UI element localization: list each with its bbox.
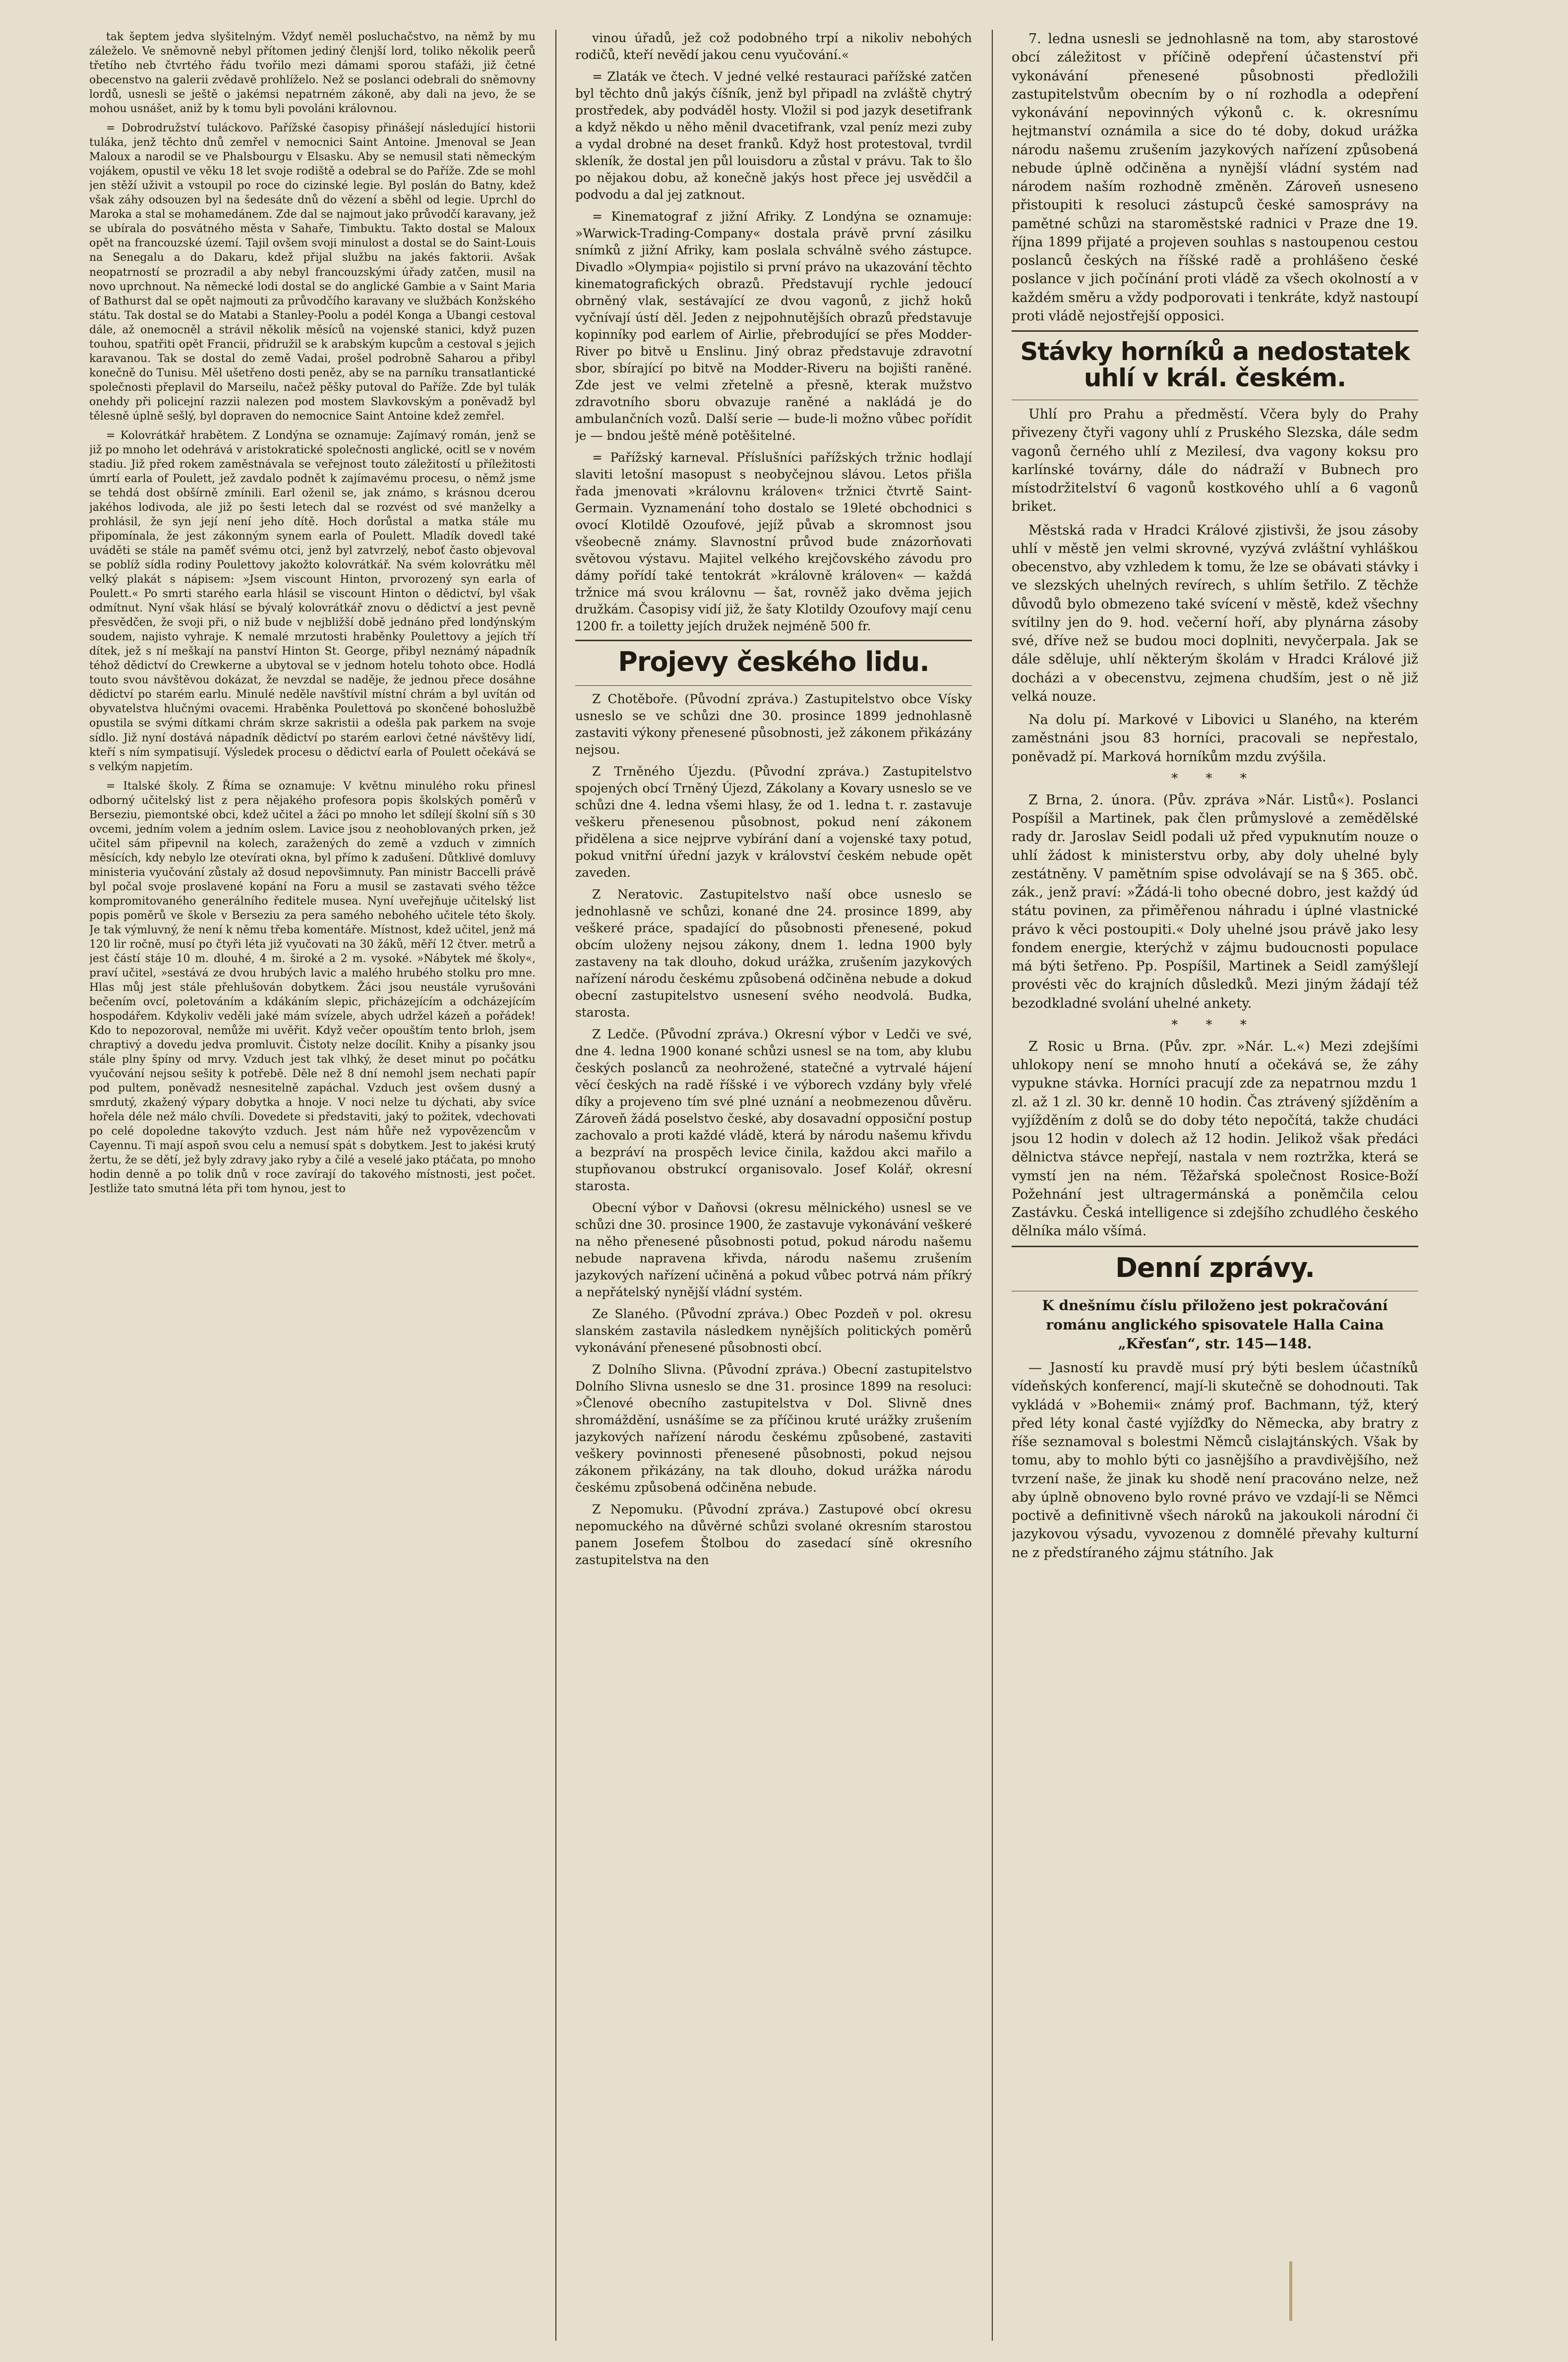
paragraph: Na dolu pí. Markové v Libovici u Slaného, na kterém zaměstnáni jsou 83 horníci, pracovali se nepřestalo, poněvadž pí. Marková horníkům mzdu zvýšila. xyxy=(1012,712,1418,765)
paragraph: = Kolovrátkář hrabětem. Z Londýna se oznamuje: Zajímavý román, jenž se již po mnoho let odehrává v aristokratické společnosti anglické, ocitl se v novém stadiu. Již před rokem zaměstnávala se veřejnost touto záležitostí u příležitosti úmrtí earla of Poulett, jež zavdalo podnět k zajímavému procesu, o němž jsme se tehdá dost obšírně zmínili. Earl oženil se, jak známo, s krásnou dcerou jakéhos lodivoda, ale již po šesti letech dal se rozvést od své manželky a prohlásil, že syn její není jeho dítě. Hoch dorůstal a matka stále mu připomínala, že jest zákonným synem earla of Poulett. Mladík dovedl také uváděti se stále na paměť svému otci, jenž byl zatvrzelý, neboť často objevoval se poblíž sídla rodiny Poulettovy jakožto kolovrátkář. Na svém kolovrátku měl velký plakát s nápisem: »Jsem viscount Hinton, prvorozený syn earla of Poulett.« Po smrti starého earla hlásil se viscount Hinton o dědictví, byl však odmítnut. Nyní však hlásí se bývalý kolovrátkář znovu o dědictví a jest pevně přesvědčen, že svoji při, o niž bude v nejbližší době jednáno před londýnským soudem, najisto vyhraje. K nemalé mrzutosti hraběnky Poulettovy a jejích tří dítek, jež s ní meškají na panství Hinton St. George, přibyl neznámý nápadník téhož dědictví do Crewkerne a ubytoval se v jednom hotelu tohoto obce. Hodlá touto svou návštěvou dokázat, že nevzdal se naděje, že jednou přece dosáhne dědictví po starém earlu. Minulé neděle navštívil místní chrám a byl uvítán od obyvatelstva hlučnými ovacemi. Hraběnka Poulettová po skončené bohoslužbě opustila se svými dítkami chrám skrze sakristii a odešla pak parkem na svoje sídlo. Již nyní dostává nápadník dědictví po starém earlovi četné návštěvy lidí, kteří s ním sympatisují. Výsledek procesu o dědictví earla of Poulett očekává se s velkým napjetím. xyxy=(89,429,536,773)
paragraph: Uhlí pro Prahu a předměstí. Včera byly do Prahy přivezeny čtyři vagony uhlí z Pruského Slezska, dále sedm vagonů černého uhlí z Mezilesí, dva vagony koksu pro karlínské továrny, dále do nádraží v Bubnech pro místodržitelství 6 vagonů kostkového uhlí a 6 vagonů briket. xyxy=(1012,407,1418,515)
paragraph: = Zlaták ve čtech. V jedné velké restauraci pařížské zatčen byl těchto dnů jakýs číšník, jenž byl připadl na zvláště chytrý prostředek, aby podváděl hosty. Vložil si pod jazyk desetifrank a když někdo u něho měnil dvacetifrank, vzal peníz mezi zuby a vydal drobné na deset franků. Když host protestoval, tvrdil skleník, že dostal jen půl louisdoru a zůstal v právu. Tak to šlo po nějakou dobu, až konečně jakýs host přece jej usvědčil a podvodu a dal jej zatknout. xyxy=(575,69,972,202)
column-rule xyxy=(555,30,556,2341)
paragraph: Z Brna, 2. února. (Pův. zpráva »Nár. Listů«). Poslanci Pospíšil a Martinek, pak člen průmyslové a zemědělské rady dr. Jaroslav Seidl podali už před vypuknutím nouze o uhlí žádost k ministerstvu orby, aby doly uhelné byly zestátněny. V pamětním spise odvolávají se na § 365. obč. zák., jenž praví: »Žádá-li toho obecné dobro, jest každý úd státu povinen, za přiměřenou náhradu i úplné vlastnické právo k věci postoupiti.« Doly uhelné jsou právě jako lesy fondem energie, kterýchž v zájmu budoucnosti populace má býti šetřeno. Pp. Pospíšil, Martinek a Seidl zamýšlejí provésti věc do krajních důsledků. Mezi jiným žádají též bezodkladné svolání uhelné ankety. xyxy=(1012,792,1418,1011)
section-rule xyxy=(575,640,972,641)
column-rule xyxy=(992,30,993,2341)
paragraph: Z Neratovic. Zastupitelstvo naší obce usneslo se jednohlasně ve schůzi, konané dne 24. prosince 1899, aby veškeré práce, spadající do působnosti přenesené, pokud obcím uloženy nejsou zákony, dnem 1. ledna 1900 byly zastaveny na tak dlouho, dokud urážka, zrušením jazykových nařízení národu českému způsobená odčiněna nebude a dokud obecní zastupitelstvo usnesení svého neodvolá. Budka, starosta. xyxy=(575,887,972,1020)
paragraph: 7. ledna usnesli se jednohlasně na tom, aby starostové obcí záležitost v příčině odepření účastenství při vykonávání přenesené působnosti předložili zastupitelstvům obecním by o ní rozhodla a odepření vykonávání nepovinných výkonů c. k. okresnímu hejtmanství oznámila a sice do té doby, dokud urážka národu našemu zrušením jazykových nařízení způsobená nebude úplně odčiněna a nynější vládní systém nad národem naším rozhodně změněn. Zároveň usneseno přistoupiti k resoluci zástupců české samosprávy na pamětné schůzi na staroměstské radnici v Praze dne 19. října 1899 přijaté a projeven souhlas s nastoupenou cestou poslanců českých na říšské radě a prohlášeno české poslance v jich počínání proti vládě za všech okolností a v každém směru a vždy podporovati i tenkráte, když nastoupí proti vládě nejostřejší opposici. xyxy=(1012,31,1418,324)
section-headline: Stávky horníků a nedostatek uhlí v král. českém. xyxy=(1020,337,1410,392)
paragraph: Městská rada v Hradci Králové zjistivši, že jsou zásoby uhlí v městě jen velmi skrovné, vyzývá zvláštní vyhláškou obecenstvo, aby vzhledem k tomu, že lze se obávati stávky i ve slezských uhelných revírech, s uhlím šetřilo. Z těchže důvodů bylo obmezeno také svícení v městě, kdež všechny svítilny jen do 9. hod. večerní hoří, aby plynárna zásoby své, dříve než se budou moci doplniti, nevyčerpala. Jak se dále sděluje, uhlí některým školám v Hradci Králové již docházi a v obecenstvu, zejmena chudším, jest o ně již velká nouze. xyxy=(1012,522,1418,704)
section-rule xyxy=(1012,330,1418,332)
paragraph: = Dobrodružství tuláckovo. Pařížské časopisy přinášejí následující historii tuláka, jenž těchto dnů zemřel v nemocnici Saint Antoine. Jmenoval se Jean Maloux a narodil se ve Phalsbourgu v Elsasku. Aby se nemusil stati německým vojákem, opustil ve věku 18 let svoje rodiště a odebral se do Paříže. Zde se mohl jen stěží uživit a vstoupil po roce do cizinské legie. Byl poslán do Batny, kdež však záhy odsouzen byl na šedesáte dnů do vězení a sběhl od legie. Uprchl do Maroka a stal se mohamedánem. Zde dal se najmout jako průvodčí karavany, jež se ubírala do posvátného města v Sahaře, Timbuktu. Takto dostal se Maloux opět na francouzské území. Tajil ovšem svoji minulost a dostal se do Saint-Louis na Senegalu a do Dakaru, kdež přijal službu na jakés faktorii. Avšak neopatrností se prozradil a aby nebyl francouzskými úřady zatčen, musil na novo uprchnout. Na německé lodi dostal se do anglické Gambie a v Saint Maria of Bathurst dal se opět najmouti za průvodčího karavany ve službách Konžského státu. Tak dostal se do Matabi a Stanley-Poolu a podél Konga a Ubangi cestoval dále, až onemocněl a strávil několik měsíců na vojenské stanici, když puzen touhou, spatřiti opět Francii, přidružil se k arabským kupcům a cestoval s jejich karavanou. Tak se dostal do země Vadai, prošel podrobně Saharou a přibyl konečně do Tunisu. Měl ušetřeno dosti peněz, aby se na parníku transatlantické společnosti přeplavil do Marseilu, načež pěšky putoval do Paříže. Zde byl tulák onehdy při policejní razzii nalezen pod mostem Slavkovským a poněvadž byl tělesně úplně sešlý, byl dopraven do nemocnice Saint Antoine kdež zemřel. xyxy=(89,122,536,423)
paragraph: = Pařížský karneval. Příslušníci pařížských tržnic hodlají slaviti letošní masopust s neobyčejnou slávou. Letos přišla řada jmenovati »královnu královen« tržnici čtvrtě Saint-Germain. Vyznamenání toho dostalo se 19leté obchodnici s ovocí Klotildě Ozoufové, jejíž půvab a skromnost jsou všeobecně známy. Slavnostní průvod bude znázorňovati světovou výstavu. Majitel velkého krejčovského závodu pro dámy pořídí také tentokrát »královně královen« — každá tržnice má svou královnu — šat, rovněž jako dvěma jejich družkám. Časopisy vidí již, že šaty Klotildy Ozoufovy mají cenu 1200 fr. a toiletty jejích družek nejméně 500 fr. xyxy=(575,450,972,633)
paragraph: = Italské školy. Z Říma se oznamuje: V květnu minulého roku přinesl odborný učitelský list z pera nějakého profesora popis školských poměrů v Berseziu, piemontské obci, kdež učitel a žáci po mnoho let sdílejí školní síň s 30 ovcemi, jedním volem a jedním oslem. Lavice jsou z neohoblovaných prken, jež učitel sám připevnil na kolech, zaražených do země a vzduch v zimních měsících, kdy nebylo lze otevírati okna, byl přímo k zadušení. Důtklivé domluvy ministeria vyučování zůstaly až dosud nepovšimnuty. Pan ministr Baccelli právě byl počal svoje proslavené kopání na Foru a musil se zastavati svého těžce kompromitovaného generálního ředitele musea. Nyní uveřejňuje učitelský list popis poměrů ve škole v Berseziu za pera samého nebohého učitele této školy. Je tak výmluvný, že není k němu třeba komentáře. Místnost, kdež učitel, jenž má 120 lir ročně, musí po čtyři léta již vyučovati na 30 žáků, měří 12 čtver. metrů a jest částí stáje 10 m. dlouhé, 4 m. široké a 2 m. vysoké. »Nábytek mé školy«, praví učitel, »sestává ze dvou hrubých lavic a malého hrubého stolku pro mne. Hlas můj jest stále přehlušován dobytkem. Žáci jsou neustále vyrušováni bečením ovcí, poletováním a kdákáním slepic, přicházejícím a odcházejícím hospodářem. Kdykoliv veděli jaké mám svízele, abych udržel kázeň a pořádek! Kdo to nepozoroval, nemůže mi uvěřit. Když večer opouštím tento brloh, jsem chraptivý a dovedu jedva promluvit. Čistoty nelze docílit. Knihy a písanky jsou stále plny špíny od mrvy. Vzduch jest tak vlhký, že deset minut po počátku vyučování nejsou sešity k potřebě. Děle než 8 dní nemohl jsem nechati papír pod pultem, poněvadž nesnesitelně zapáchal. Vzduch jest ovšem dusný a smrdutý, zkažený výpary dobytka a hnoje. V noci nelze tu dýchati, aby svíce hořela déle než málo chvíli. Dovedete si představiti, jaký to požitek, vdechovati po celé dopoledne takovýto vzduch. Jest nám hůře než vypovězencům v Cayennu. Ti mají aspoň svou celu a nemusí spát s dobytkem. Jest to jakési krutý žertu, že se dětí, jež byly zdravy jako ryby a čilé a veselé jako ptáčata, po mnoho hodin denně a po tolik dnů v roce zavírají do takového místnosti, jest počet. Jestliže tato smutná léta při tom hynou, jest to xyxy=(89,780,536,1196)
bookmark-ribbon xyxy=(1289,2261,1292,2321)
paragraph: Z Ledče. (Původní zpráva.) Okresní výbor v Ledči ve své, dne 4. ledna 1900 konané schůzi usnesl se na tom, aby klubu českých poslanců za neohrožené, statečné a vytrvalé hájení věcí českých na radě říšské i ve výborech vzdány byly vřelé díky a projeveno tím své plné uznání a neobmezenou důvěru. Zároveň žádá poselstvo české, aby dosavadní opposiční postup zachovalo a proti každé vládě, která by národu našemu křivdu a bezpráví na prospěch levice činila, každou akci mařilo a stupňovanou obstrukcí organisovalo. Josef Kolář, okresní starosta. xyxy=(575,1027,972,1193)
paragraph: = Kinematograf z jižní Afriky. Z Londýna se oznamuje: »Warwick-Trading-Company« dostala právě první zásilku snímků z jižní Afriky, kam poslala schválně svého zástupce. Divadlo »Olympia« pojistilo si první právo na ukazování těchto kinematografických obrazů. Představují rychle jedoucí obrněný vlak, sestávající ze dvou vagonů, z jichž hoků vyčnívají ústí děl. Jeden z nejpohnutějších obrazů představuje kopinníky pod earlem of Airlie, přebrodující se přes Modder-River po bitvě u Enslinu. Jiný obraz představuje zdravotní sbor, sbírající po bitvě na Modder-Riveru na bojišti raněné. Zde jest ve velmi zřetelně a přesně, kterak mužstvo zdravotního sboru obvazuje raněné a nakládá je do ambulančních vozů. Další serie — bude-li možno vůbec pořídit je — bndou ještě méně potěšitelné. xyxy=(575,209,972,443)
column-3 xyxy=(1012,30,1418,2341)
paragraph: Z Trněného Újezdu. (Původní zpráva.) Zastupitelstvo spojených obcí Trněný Újezd, Zákolany a Kovary usneslo se ve schůzi dne 4. ledna všemi hlasy, že od 1. ledna t. r. zastavuje veškeru přenesenou působnost, pokud není zákonem přidělena a sice nejprve vybírání daní a vojenské taxy potud, pokud vnitřní úřední jazyk v království českém nebude opět zaveden. xyxy=(575,764,972,880)
paragraph: tak šeptem jedva slyšitelným. Vždyť neměl posluchačstvo, na němž by mu záleželo. Ve sněmovně nebyl přítomen jediný členjší lord, toliko několik peerů třetího neb čtvrtého řádu tvořilo mezi dámami sporou stafáži, již četné obecenstvo na galerii zvědavě prohlíželo. Než se poslanci odebrali do sněmovny lordů, usnesli se ještě o jakémsi nepatrném zákoně, aby dali na jevo, že se mohou usnášet, aniž by k tomu byli povoláni královnou. xyxy=(89,31,536,116)
paragraph: Z Chotěboře. (Původní zpráva.) Zastupitelstvo obce Vísky usneslo se ve schůzi dne 30. prosince 1899 jednohlasně zastaviti výkony přenesené působnosti, jež zákonem přikázány nejsou. xyxy=(575,691,972,757)
paragraph: vinou úřadů, jež což podobného trpí a nikoliv nebohých rodičů, kteří nevědí jakou cenu vyučování.« xyxy=(575,31,972,62)
paragraph: Z Rosic u Brna. (Pův. zpr. »Nár. L.«) Mezi zdejšími uhlokopy není se mnoho hnutí a očekává se, že záhy vypukne stávka. Horníci pracují zde za nepatrnou mzdu 1 zl. až 1 zl. 30 kr. denně 10 hodin. Čas ztrávený sjížděním a vyjížděním z dolů se do doby této nepočítá, takže chudáci jsou 12 hodin v dolech až 12 hodin. Jelikož však předáci dělnictva stávce nepřejí, nastala v nem roztržka, která se vymstí jen na ném. Těžařská společnost Rosice-Boží Požehnání jest ultragermánská a poněmčila celou Zastávku. Česká intelligence si zdejšího zchudlého českého dělníka málo všímá. xyxy=(1012,1038,1418,1239)
section-headline: Denní zprávy. xyxy=(1115,1252,1315,1283)
section-headline: Projevy českého lidu. xyxy=(618,646,929,677)
column-2 xyxy=(575,30,972,2341)
separator-asterisks: * * * xyxy=(1171,1017,1259,1032)
section-rule xyxy=(575,685,972,686)
section-rule xyxy=(1012,1246,1418,1247)
paragraph: Obecní výbor v Daňovsi (okresu mělnického) usnesl se ve schůzi dne 30. prosince 1900, že zastavuje vykonávání veškeré na něho přenesené působnosti potud, pokud národu našemu nebude napravena křivda, národu našemu zrušením jazykových nařízení učiněná a pokud vůbec potrvá nám příkrý a nepřátelský nynější vládní systém. xyxy=(575,1200,972,1299)
separator-asterisks: * * * xyxy=(1171,771,1259,786)
paragraph: — Jasností ku pravdě musí prý býti beslem účastníků vídeňských konferencí, mají-li skutečně se dohodnouti. Tak vykládá v »Bohemii« známý prof. Bachmann, týž, který před léty konal časté vyjížďky do Německa, aby bratry z říše seznamoval s bolestmi Němců cislajtánských. Však by tomu, aby to mohlo býti co jasnějšího a pravdivějšího, než tvrzení naše, že jinak ku shodě není pracováno nelze, než aby úplně obnoveno bylo rovné právo ve vzdají-li se Němci poctivě a definitivně všech nároků na jakoukoli národní či jazykovou výsadu, vyvozenou z domnělé převahy kulturní ne z předstíraného zájmu státního. Jak xyxy=(1012,1360,1418,1561)
paragraph: Z Dolního Slivna. (Původní zpráva.) Obecní zastupitelstvo Dolního Slivna usneslo se dne 31. prosince 1899 na resoluci: »Členové obecního zastupitelstva v Dol. Slivně dnes shromáždění, usnášíme se za příčinou kruté urážky zrušením jazykových nařízení národu českému způsobené, zastaviti veškery povinnosti přenesené působnosti, pokud nejsou zákonem přikázány, na tak dlouho, dokud urážka národu českému způsobená odčiněna nebude. xyxy=(575,1362,972,1495)
paragraph: Z Nepomuku. (Původní zpráva.) Zastupové obcí okresu nepomuckého na důvěrné schůzi svolané okresním starostou panem Josefem Štolbou do zasedací síně okresního zastupitelstva na den xyxy=(575,1502,972,1567)
column-1 xyxy=(89,30,536,2341)
paragraph: Ze Slaného. (Původní zpráva.) Obec Pozdeň v pol. okresu slanském zastavila následkem nynějších politických poměrů vykonávání přenesené působnosti obcí. xyxy=(575,1306,972,1355)
supplement-notice: K dnešnímu číslu přiloženo jest pokračování románu anglického spisovatele Halla Caina „Křesťan“, str. 145—148. xyxy=(1042,1297,1388,1352)
